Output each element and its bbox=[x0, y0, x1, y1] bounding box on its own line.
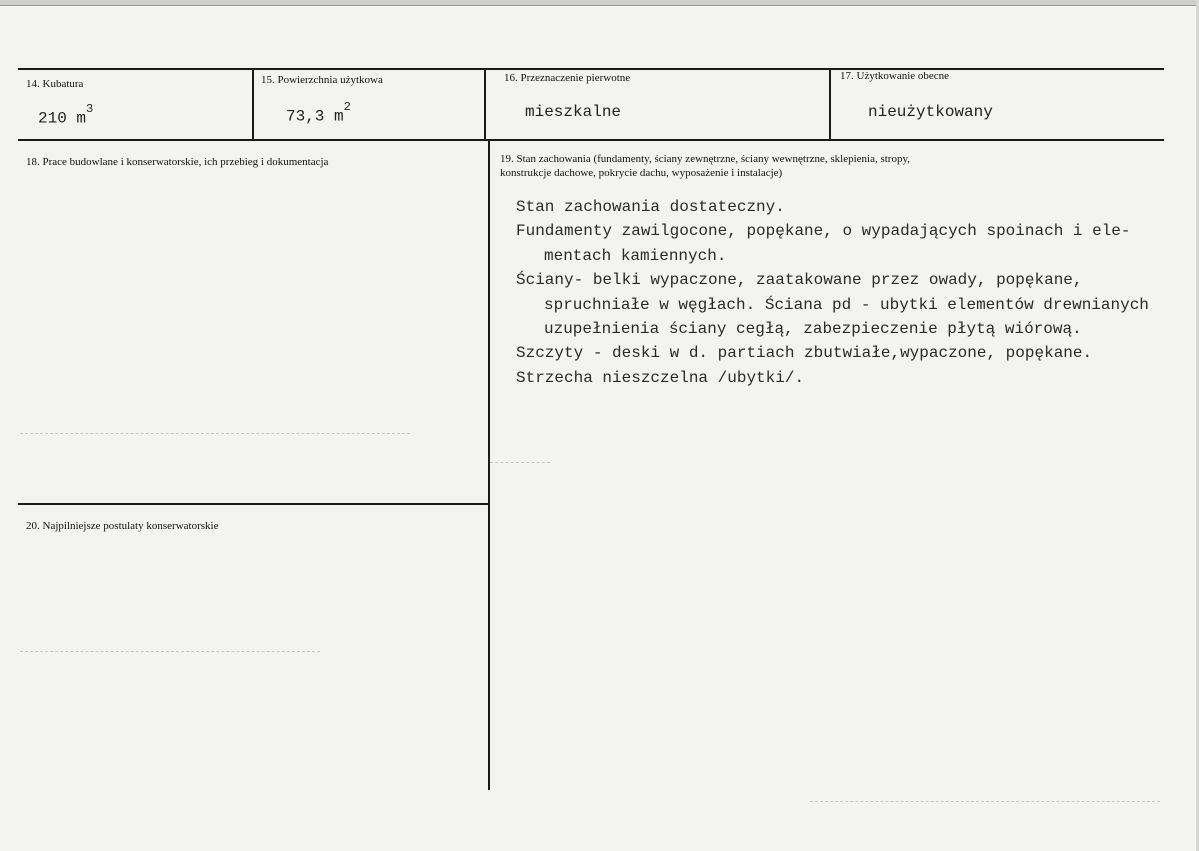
header-bottom-rule bbox=[18, 139, 1164, 141]
card-top-edge bbox=[0, 0, 1199, 6]
stan-typed-text bbox=[516, 195, 1149, 390]
uzytkowanie-label: 17. Użytkowanie obecne bbox=[840, 70, 950, 82]
stan-label-line-1: 19. Stan zachowania (fundamenty, ściany zewnętrzne, ściany wewnętrzne, sklepienia, stropy, bbox=[500, 153, 911, 165]
stan-line: Stan zachowania dostateczny. bbox=[516, 198, 785, 216]
stan-line: spruchniałe w węgłach. Ściana pd - ubytki elementów drewnianych bbox=[544, 295, 1149, 314]
faint-mark-mid bbox=[490, 462, 550, 464]
powierzchnia-value bbox=[286, 100, 351, 126]
stan-line: Ściany- belki wypaczone, zaatakowane przez owady, popękane, bbox=[516, 271, 1083, 290]
przeznaczenie-value: mieszkalne bbox=[525, 103, 622, 121]
postulaty-label: 20. Najpilniejsze postulaty konserwatorskie bbox=[26, 520, 219, 532]
powierzchnia-value-text: 73,3 m bbox=[286, 107, 344, 126]
kubatura-label: 14. Kubatura bbox=[26, 78, 84, 90]
stan-line: mentach kamiennych. bbox=[544, 246, 727, 265]
uzytkowanie-value: nieużytkowany bbox=[868, 103, 993, 121]
stan-label-line-2: konstrukcje dachowe, pokrycie dachu, wyposażenie i instalacje) bbox=[500, 167, 783, 179]
kubatura-unit-exponent: 3 bbox=[86, 102, 94, 116]
kubatura-value bbox=[38, 102, 94, 128]
section-18-bottom-rule bbox=[18, 503, 488, 505]
przeznaczenie-label: 16. Przeznaczenie pierwotne bbox=[504, 72, 631, 84]
divider-15-16 bbox=[484, 68, 486, 140]
stan-line: Strzecha nieszczelna /ubytki/. bbox=[516, 368, 805, 387]
faint-mark-bottom-right bbox=[810, 801, 1160, 803]
divider-16-17 bbox=[829, 68, 831, 140]
powierzchnia-label: 15. Powierzchnia użytkowa bbox=[261, 74, 383, 86]
prace-label: 18. Prace budowlane i konserwatorskie, ich przebieg i dokumentacja bbox=[26, 156, 329, 168]
divider-14-15 bbox=[252, 68, 254, 140]
powierzchnia-unit-exponent: 2 bbox=[343, 100, 351, 114]
kubatura-value-text: 210 m bbox=[38, 109, 87, 128]
stan-line: Fundamenty zawilgocone, popękane, o wypadających spoinach i ele- bbox=[516, 222, 1131, 241]
stan-line: Szczyty - deski w d. partiach zbutwiałe,wypaczone, popękane. bbox=[516, 344, 1093, 363]
main-vertical-divider bbox=[488, 140, 490, 790]
stan-line: uzupełnienia ściany cegłą, zabezpieczenie płytą wiórową. bbox=[544, 319, 1082, 338]
faint-mark-left bbox=[20, 433, 410, 435]
top-rule bbox=[18, 68, 1164, 70]
faint-mark-left-2 bbox=[20, 651, 320, 653]
